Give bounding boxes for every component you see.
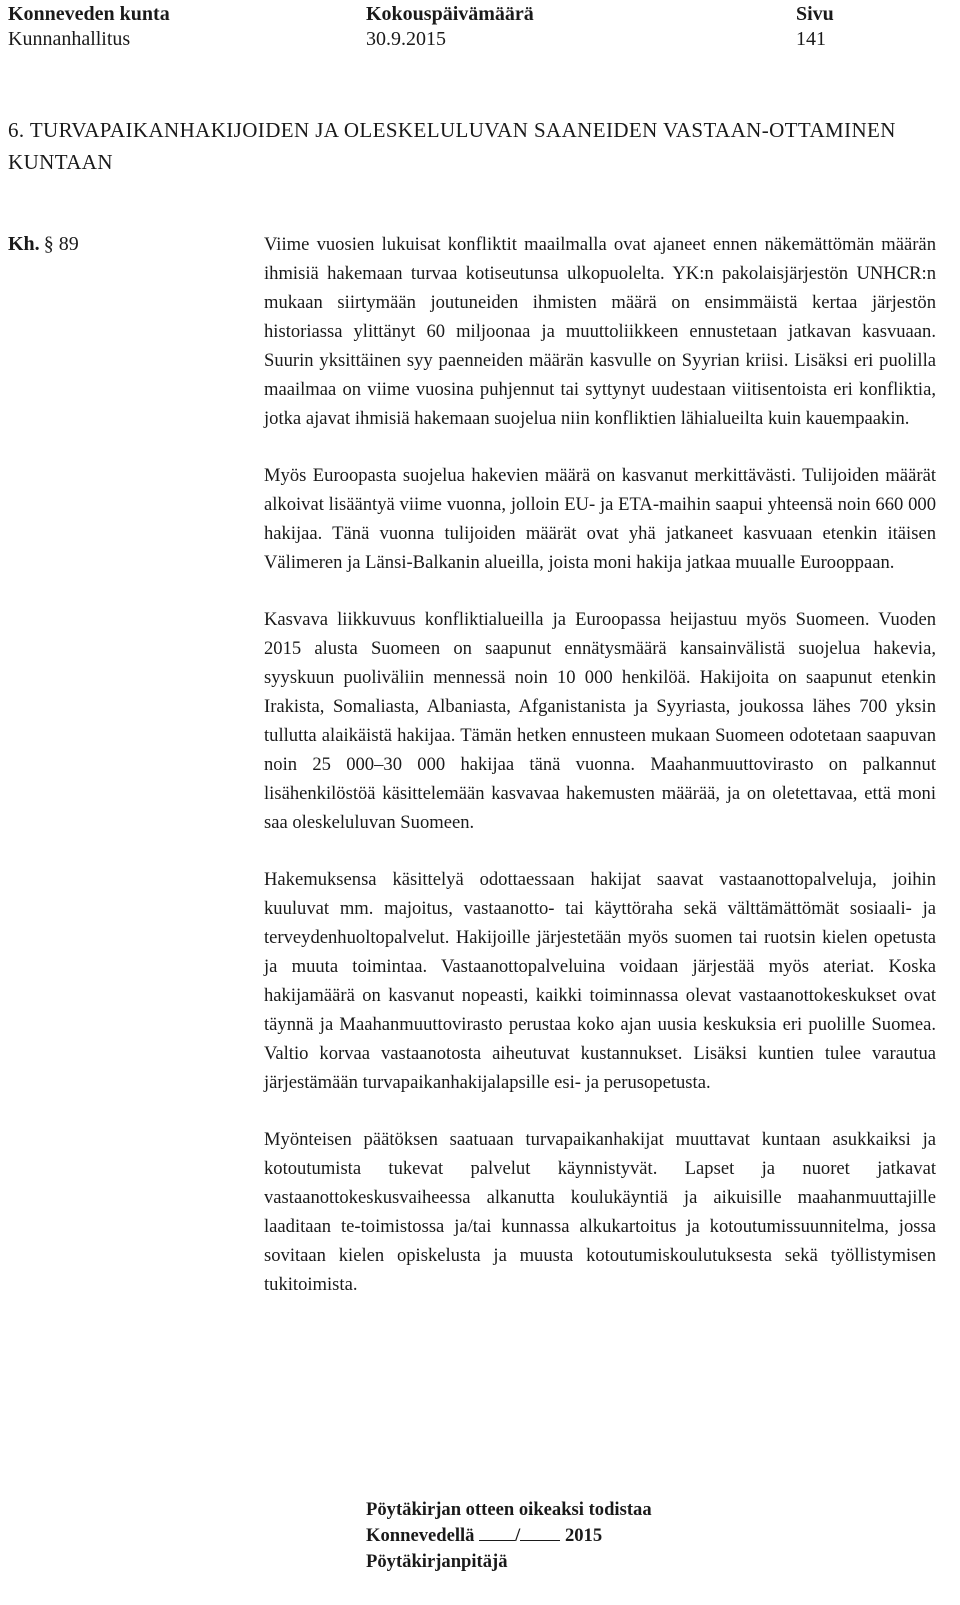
- paragraph: Myös Euroopasta suojelua hakevien määrä on kasvanut merkittävästi. Tulijoiden määrät alkoivat lisääntyä viime vuonna, jolloin EU- ja ETA-maihin saapui yhteensä noin 660 000 hakijaa. Tänä vuonna tulijoiden määrät ovat yhä jatkaneet kasvuaan etenkin itäisen Välimeren ja Länsi-Balkanin alueilla, joista moni hakija jatkaa muualle Eurooppaan.: [264, 465, 936, 573]
- kh-label: Kh.: [8, 233, 40, 255]
- paragraph: Viime vuosien lukuisat konfliktit maailmalla ovat ajaneet ennen näkemättömän määrän ihmisiä hakemaan turvaa kotiseutunsa ulkopuolelta. YK:n pakolaisjärjestön UNHCR:n mukaan siirtymään joutuneiden ihmisten määrä on ensimmäistä kertaa järjestön historiassa ylittänyt 60 miljoonaa ja muuttoliikkeen ennustetaan jatkavan kasvuaan. Suurin yksittäinen syy paenneiden määrän kasvulle on Syyrian kriisi. Lisäksi eri puolilla maailmaa on viime vuosina puhjennut tai syttynyt uudestaan viitisentoista eri konfliktia, jotka ajavat ihmisiä hakemaan suojelua niin konfliktien lähialueilta kuin kauempaakin.: [264, 234, 936, 429]
- meeting-date: 30.9.2015: [366, 28, 446, 50]
- section-number: § 89: [43, 233, 79, 255]
- date-separator: /: [515, 1525, 521, 1546]
- signer-title: Pöytäkirjanpitäjä: [366, 1551, 508, 1572]
- month-blank: [520, 1540, 560, 1541]
- year: 2015: [564, 1525, 603, 1546]
- place-date-line: [366, 1523, 766, 1549]
- paragraph: Hakemuksensa käsittelyä odottaessaan hakijat saavat vastaanottopalveluja, joihin kuuluvat mm. majoitus, vastaanotto- tai käyttöraha sekä välttämättömät sosiaali- ja terveydenhuoltopalvelut. Hakijoille järjestetään myös suomen tai ruotsin kielen opetusta ja muuta toimintaa. Vastaanottopalveluina voidaan järjestää myös ateriat. Koska hakijamäärä on kasvanut nopeasti, kaikki toiminnassa olevat vastaanottokeskukset ovat täynnä ja Maahanmuuttovirasto perustaa koko ajan uusia keskuksia eri puolille Suomea. Valtio korvaa vastaanotosta aiheutuvat kustannukset. Lisäksi kuntien tulee varautua järjestämään turvapaikanhakijalapsille esi- ja perusopetusta.: [264, 869, 936, 1093]
- certification-line: Pöytäkirjan otteen oikeaksi todistaa: [366, 1499, 652, 1520]
- paragraph: Kasvava liikkuvuus konfliktialueilla ja Euroopassa heijastuu myös Suomeen. Vuoden 2015 alusta Suomeen on saapunut ennätysmäärä kansainvälistä suojelua hakevia, syyskuun puoliväliin mennessä noin 10 000 henkilöä. Hakijoita on saapunut etenkin Irakista, Somaliasta, Albaniasta, Afganistanista ja Syyriasta, joukossa lähes 700 yksin tullutta alaikäistä hakijaa. Tämän hetken ennusteen mukaan Suomeen odotetaan saapuvan noin 25 000–30 000 hakijaa tänä vuonna. Maahanmuuttovirasto on palkannut lisähenkilöstöä käsittelemään kasvavaa hakemusten määrää, ja on oletettavaa, että moni saa oleskeluluvan Suomeen.: [264, 609, 936, 833]
- paragraph: Myönteisen päätöksen saatuaan turvapaikanhakijat muuttavat kuntaan asukkaiksi ja kotoutumista tukevat palvelut käynnistyvät. Lapset ja nuoret jatkavat vastaanottokeskusvaiheessa alkanutta koulukäyntiä ja aikuisille maahanmuuttajille laaditaan te-toimistossa ja/tai kunnassa alkukartoitus ja kotoutumissuunnitelma, jossa sovitaan kielen opiskelusta ja muusta kotoutumiskoulutuksesta sekä työllistymisen tukitoimista.: [264, 1129, 936, 1295]
- certification-footer: [366, 1497, 766, 1575]
- day-blank: [479, 1540, 515, 1541]
- page-label: Sivu: [796, 3, 834, 25]
- place-name: Konnevedellä: [366, 1525, 475, 1546]
- date-label: Kokouspäivämäärä: [366, 3, 534, 25]
- section-title: 6. TURVAPAIKANHAKIJOIDEN JA OLESKELULUVAN SAANEIDEN VASTAAN-OTTAMINEN KUNTAAN: [8, 118, 896, 174]
- org-name: Konneveden kunta: [8, 3, 170, 25]
- org-body: Kunnanhallitus: [8, 28, 131, 50]
- section-reference: [8, 230, 79, 258]
- page-header: [0, 0, 960, 60]
- section-body: [264, 230, 936, 1327]
- page-number: 141: [796, 28, 826, 50]
